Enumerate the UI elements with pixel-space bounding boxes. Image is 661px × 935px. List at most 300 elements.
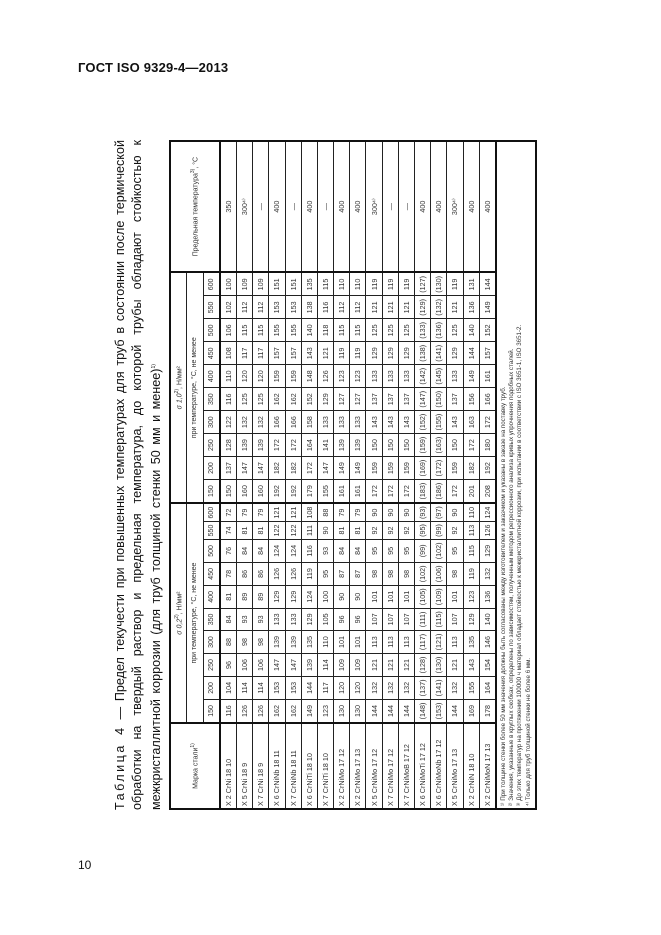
sigma02-value: (111) <box>415 608 431 630</box>
sigma02-value: 90 <box>317 522 333 540</box>
sigma10-value: 180 <box>479 434 496 457</box>
sigma10-header <box>170 272 187 503</box>
sigma10-value: 149 <box>479 296 496 319</box>
sigma02-value: 84 <box>220 608 237 630</box>
sigma02-value: 132 <box>366 676 382 699</box>
temperature-header-cell: 400 <box>203 585 220 608</box>
sigma10-value: 147 <box>253 457 269 480</box>
sigma02-value: 126 <box>253 699 269 723</box>
table-row <box>285 141 301 809</box>
sigma02-value: 116 <box>301 539 317 562</box>
sigma10-value: 182 <box>463 457 479 480</box>
yield-strength-table <box>169 140 537 810</box>
sigma10-value: 147 <box>317 457 333 480</box>
sigma10-value: 143 <box>366 411 382 434</box>
sigma02-value: 129 <box>269 585 285 608</box>
sigma10-value: 157 <box>269 342 285 365</box>
temperature-header-cell: 300 <box>203 411 220 434</box>
sigma10-value: 149 <box>334 457 350 480</box>
sigma02-value: 113 <box>398 631 414 654</box>
sigma10-value: 172 <box>398 480 414 504</box>
sigma02-value: 121 <box>382 653 398 676</box>
sigma02-value: 120 <box>350 676 366 699</box>
sigma02-value: 139 <box>301 653 317 676</box>
sigma10-value: 123 <box>334 365 350 388</box>
sigma02-value: 144 <box>382 699 398 723</box>
sigma02-value: 98 <box>447 562 463 585</box>
sigma02-value: 119 <box>463 562 479 585</box>
sigma10-value: 155 <box>317 480 333 504</box>
sigma02-value: 84 <box>253 539 269 562</box>
sigma02-value: (99) <box>415 539 431 562</box>
limit-temperature-value: 400 <box>415 141 431 272</box>
sigma02-value: 98 <box>236 631 252 654</box>
temperature-header-cell: 400 <box>203 365 220 388</box>
sigma02-value: (148) <box>415 699 431 723</box>
sigma10-value: 139 <box>350 434 366 457</box>
sigma02-value: 144 <box>301 676 317 699</box>
sigma02-value: 79 <box>253 503 269 521</box>
sigma02-value: 98 <box>253 631 269 654</box>
sigma02-value: 92 <box>447 522 463 540</box>
sigma02-value: 132 <box>447 676 463 699</box>
sigma02-value: 95 <box>447 539 463 562</box>
sigma02-value: 81 <box>220 585 237 608</box>
sigma02-value: 123 <box>317 699 333 723</box>
caption-text: — Предел текучести при повышенных температурах для труб в состоянии после термической обработки на твердый раствор и предельная температура, до которой трубы обладают стойкостью к межкристаллитной коррозии (для труб толщиной стенки 50 мм и менее) <box>113 140 164 810</box>
sigma10-value: 150 <box>382 434 398 457</box>
grade-header <box>170 723 220 809</box>
sigma10-value: 132 <box>253 411 269 434</box>
limit-temperature-value: 400 <box>479 141 496 272</box>
limit-temperature-value: 400 <box>463 141 479 272</box>
sigma02-value: 92 <box>382 522 398 540</box>
sigma10-value: 120 <box>236 365 252 388</box>
sigma02-unit: , Н/мм² <box>176 591 184 615</box>
sigma02-value: 92 <box>366 522 382 540</box>
sigma02-value: (109) <box>431 585 447 608</box>
sigma10-value: 129 <box>382 342 398 365</box>
sigma10-value: 150 <box>220 480 237 504</box>
table-row <box>301 141 317 809</box>
sigma10-value: 137 <box>447 388 463 411</box>
sigma02-value: (99) <box>431 522 447 540</box>
sigma02-value: 84 <box>236 539 252 562</box>
sigma02-value: 90 <box>350 585 366 608</box>
limit-temp-unit: , °С <box>192 156 200 169</box>
sigma10-value: 125 <box>447 319 463 342</box>
sigma02-value: 105 <box>317 608 333 630</box>
limit-temperature-value: 400 <box>350 141 366 272</box>
table-row <box>220 141 237 809</box>
sigma02-value: 126 <box>236 699 252 723</box>
sigma10-value: 115 <box>236 319 252 342</box>
sigma02-value: 124 <box>285 539 301 562</box>
sigma10-value: 133 <box>317 411 333 434</box>
sigma02-value: 132 <box>479 562 496 585</box>
sigma10-value: 179 <box>301 480 317 504</box>
sigma02-value: 101 <box>398 585 414 608</box>
sigma02-value: 107 <box>447 608 463 630</box>
temperature-header-cell: 600 <box>203 272 220 296</box>
sigma10-value: 115 <box>350 319 366 342</box>
sigma02-value: 140 <box>479 608 496 630</box>
table-row <box>269 141 285 809</box>
sigma02-value: 122 <box>285 522 301 540</box>
sigma10-value: 127 <box>350 388 366 411</box>
sigma02-value: 149 <box>301 699 317 723</box>
sigma02-value: 129 <box>479 539 496 562</box>
limit-temp-header <box>170 141 220 272</box>
sigma10-value: 201 <box>463 480 479 504</box>
footnote: ³⁾ До этих температур на протяжении 100000 ч материал обладает стойкостью к межкристаллитной коррозии, при испытании в соответствии с ISO 3651-1, ISO 3651-2. <box>516 324 524 806</box>
sigma02-value: 95 <box>317 562 333 585</box>
sigma02-value: 101 <box>334 631 350 654</box>
sigma10-value: 161 <box>350 480 366 504</box>
limit-temperature-value: — <box>317 141 333 272</box>
sigma02-value: 178 <box>479 699 496 723</box>
footnote: ²⁾ Значения, указанные в круглых скобках, определены по зависимостям, полученным методом регрессионного анализа кривых упрочнения подобных сталей. <box>508 348 516 806</box>
sigma02-value: 101 <box>447 585 463 608</box>
sigma02-value: 153 <box>285 676 301 699</box>
sigma10-value: 162 <box>269 388 285 411</box>
sigma10-value: 108 <box>220 342 237 365</box>
sigma02-subheader: при температуре, °С, не менее <box>187 503 203 723</box>
sigma02-value: 101 <box>382 585 398 608</box>
sigma02-value: 79 <box>334 503 350 521</box>
sigma02-value: 139 <box>269 631 285 654</box>
temperature-header-cell: 200 <box>203 457 220 480</box>
sigma10-value: 156 <box>463 388 479 411</box>
sigma02-value: 117 <box>317 676 333 699</box>
sigma10-subheader: при температуре, °С, не менее <box>187 272 203 503</box>
sigma02-value: 79 <box>236 503 252 521</box>
sigma10-value: 119 <box>382 272 398 296</box>
sigma02-value: (93) <box>415 503 431 521</box>
sigma02-value: 162 <box>285 699 301 723</box>
sigma02-value: 107 <box>366 608 382 630</box>
sigma10-value: 121 <box>366 296 382 319</box>
sigma02-value: (115) <box>431 608 447 630</box>
grade-header-sup: 1) <box>190 743 197 748</box>
sigma02-value: 95 <box>382 539 398 562</box>
sigma02-value: 126 <box>479 522 496 540</box>
sigma10-value: 159 <box>366 457 382 480</box>
sigma02-value: (97) <box>431 503 447 521</box>
sigma10-value: 172 <box>285 434 301 457</box>
temperature-header-cell: 350 <box>203 608 220 630</box>
sigma02-value: 120 <box>334 676 350 699</box>
limit-temperature-value: 400 <box>301 141 317 272</box>
sigma10-value: 128 <box>220 434 237 457</box>
sigma02-value: (102) <box>431 539 447 562</box>
sigma10-value: 122 <box>220 411 237 434</box>
sigma10-value: 150 <box>447 434 463 457</box>
steel-grade: X 5 CrNi 18 9 <box>236 723 252 809</box>
sigma10-value: 164 <box>301 434 317 457</box>
limit-temperature-value: — <box>285 141 301 272</box>
sigma02-value: (95) <box>415 522 431 540</box>
sigma02-value: 113 <box>463 522 479 540</box>
sigma10-value: 133 <box>398 365 414 388</box>
sigma10-value: 166 <box>285 411 301 434</box>
sigma10-value: 182 <box>269 457 285 480</box>
sigma10-value: 153 <box>285 296 301 319</box>
sigma10-value: (142) <box>415 365 431 388</box>
limit-temperature-value: 400 <box>431 141 447 272</box>
sigma02-value: 154 <box>479 653 496 676</box>
sigma02-value: 143 <box>463 653 479 676</box>
sigma10-value: (133) <box>415 319 431 342</box>
sigma02-value: 110 <box>463 503 479 521</box>
sigma02-value: 136 <box>479 585 496 608</box>
sigma02-value: 113 <box>382 631 398 654</box>
sigma10-value: (129) <box>415 296 431 319</box>
limit-temperature-value: 300⁴⁾ <box>366 141 382 272</box>
sigma10-value: 208 <box>479 480 496 504</box>
sigma02-value: 98 <box>382 562 398 585</box>
sigma02-value: 87 <box>334 562 350 585</box>
sigma10-value: 139 <box>236 434 252 457</box>
sigma02-value: 114 <box>236 676 252 699</box>
sigma02-value: 78 <box>220 562 237 585</box>
table-row <box>463 141 479 809</box>
sigma10-value: 116 <box>317 296 333 319</box>
sigma10-value: 159 <box>269 365 285 388</box>
sigma10-value: 151 <box>269 272 285 296</box>
sigma10-value: 102 <box>220 296 237 319</box>
sigma10-value: 112 <box>253 296 269 319</box>
sigma10-value: 162 <box>285 388 301 411</box>
sigma02-value: 96 <box>220 653 237 676</box>
sigma02-value: 144 <box>398 699 414 723</box>
sigma10-value: 150 <box>398 434 414 457</box>
sigma10-value: 133 <box>447 365 463 388</box>
sigma10-value: 126 <box>317 365 333 388</box>
sigma10-value: 110 <box>334 272 350 296</box>
sigma02-value: 88 <box>220 631 237 654</box>
limit-temperature-value: — <box>398 141 414 272</box>
sigma02-value: 113 <box>447 631 463 654</box>
sigma10-value: 149 <box>350 457 366 480</box>
rotated-table-block <box>112 130 572 810</box>
sigma10-value: 106 <box>220 319 237 342</box>
table-row <box>447 141 463 809</box>
sigma02-value: 109 <box>334 653 350 676</box>
footnote: ⁴⁾ Только для труб толщиной стенки не более 6 мм. <box>524 657 532 806</box>
sigma10-value: 158 <box>301 411 317 434</box>
sigma02-value: 144 <box>366 699 382 723</box>
sigma10-value: 143 <box>382 411 398 434</box>
sigma10-value: 192 <box>269 480 285 504</box>
sigma02-value: 81 <box>253 522 269 540</box>
sigma02-value: (137) <box>415 676 431 699</box>
sigma02-value: (153) <box>431 699 447 723</box>
sigma02-value: 146 <box>479 631 496 654</box>
sigma10-value: 129 <box>317 388 333 411</box>
sigma10-value: 127 <box>334 388 350 411</box>
sigma02-value: 81 <box>350 522 366 540</box>
footnotes <box>497 142 535 808</box>
sigma10-value: 160 <box>253 480 269 504</box>
sigma10-value: 192 <box>479 457 496 480</box>
table-row <box>236 141 252 809</box>
sigma10-value: (159) <box>415 434 431 457</box>
sigma10-value: 112 <box>236 296 252 319</box>
sigma02-value: 89 <box>236 585 252 608</box>
sigma02-value: 90 <box>366 503 382 521</box>
temperature-header-cell: 200 <box>203 676 220 699</box>
sigma10-value: 137 <box>366 388 382 411</box>
sigma10-value: 119 <box>334 342 350 365</box>
sigma10-value: (186) <box>431 480 447 504</box>
steel-grade: X 5 CrNiMo 17 13 <box>447 723 463 809</box>
sigma10-value: 121 <box>317 342 333 365</box>
sigma10-value: 157 <box>285 342 301 365</box>
sigma02-value: (105) <box>415 585 431 608</box>
sigma02-value: 121 <box>447 653 463 676</box>
sigma10-value: 115 <box>317 272 333 296</box>
sigma10-value: 132 <box>236 411 252 434</box>
sigma02-value: 101 <box>350 631 366 654</box>
sigma10-value: 172 <box>269 434 285 457</box>
temperature-header-cell: 250 <box>203 434 220 457</box>
sigma10-value: 143 <box>447 411 463 434</box>
sigma10-value: 131 <box>463 272 479 296</box>
sigma10-value: 148 <box>301 365 317 388</box>
limit-temperature-value: 300⁴⁾ <box>236 141 252 272</box>
steel-grade: X 7 CrNiMoB 17 12 <box>398 723 414 809</box>
sigma10-value: (172) <box>431 457 447 480</box>
sigma02-value: 93 <box>317 539 333 562</box>
table-caption <box>112 140 165 810</box>
sigma02-value: 126 <box>285 562 301 585</box>
sigma10-value: 153 <box>269 296 285 319</box>
sigma02-value: 133 <box>285 608 301 630</box>
sigma10-value: 125 <box>398 319 414 342</box>
sigma02-value: 133 <box>269 608 285 630</box>
sigma10-value: 137 <box>220 457 237 480</box>
sigma02-value: (117) <box>415 631 431 654</box>
sigma10-value: 135 <box>301 272 317 296</box>
sigma10-value: 152 <box>301 388 317 411</box>
sigma10-value: 121 <box>398 296 414 319</box>
sigma10-value: 172 <box>366 480 382 504</box>
sigma10-value: 117 <box>253 342 269 365</box>
sigma10-value: 149 <box>463 365 479 388</box>
sigma02-value: 87 <box>350 562 366 585</box>
sigma02-value: 155 <box>463 676 479 699</box>
table-row <box>398 141 414 809</box>
sigma10-value: 182 <box>285 457 301 480</box>
sigma02-value: 115 <box>463 539 479 562</box>
sigma02-value: 107 <box>382 608 398 630</box>
steel-grade: X 5 CrNiMo 17 12 <box>366 723 382 809</box>
sigma10-value: 155 <box>269 319 285 342</box>
sigma02-value: 81 <box>334 522 350 540</box>
sigma02-value: 98 <box>398 562 414 585</box>
sigma10-value: (169) <box>415 457 431 480</box>
sigma10-value: 150 <box>366 434 382 457</box>
sigma10-value: 115 <box>253 319 269 342</box>
sigma10-value: 137 <box>398 388 414 411</box>
sigma10-value: 166 <box>479 388 496 411</box>
sigma10-value: 140 <box>301 319 317 342</box>
sigma10-value: 121 <box>382 296 398 319</box>
sigma02-value: 147 <box>285 653 301 676</box>
sigma10-value: 133 <box>334 411 350 434</box>
sigma10-value: 121 <box>447 296 463 319</box>
sigma02-value: 104 <box>220 676 237 699</box>
page-number: 10 <box>78 858 92 872</box>
caption-footnote-ref: 1) <box>151 364 157 369</box>
temperature-header-cell: 150 <box>203 699 220 723</box>
sigma02-value: (128) <box>415 653 431 676</box>
sigma10-value: 147 <box>236 457 252 480</box>
sigma02-value: 130 <box>350 699 366 723</box>
sigma02-value: (121) <box>431 631 447 654</box>
temperature-header-cell: 550 <box>203 296 220 319</box>
sigma02-value: 84 <box>334 539 350 562</box>
sigma10-value: (163) <box>431 434 447 457</box>
limit-temperature-value: 300⁴⁾ <box>447 141 463 272</box>
sigma10-value: (152) <box>415 411 431 434</box>
sigma02-value: 100 <box>317 585 333 608</box>
sigma10-value: (145) <box>431 365 447 388</box>
sigma10-value: 161 <box>479 365 496 388</box>
sigma10-value: (127) <box>415 272 431 296</box>
sigma02-header <box>170 503 187 723</box>
sigma10-value: 125 <box>382 319 398 342</box>
temperature-header-cell: 500 <box>203 319 220 342</box>
sigma10-value: 172 <box>447 480 463 504</box>
sigma02-value: 132 <box>382 676 398 699</box>
sigma02-value: 135 <box>463 631 479 654</box>
sigma10-value: 172 <box>479 411 496 434</box>
table-row <box>382 141 398 809</box>
sigma10-value: 159 <box>382 457 398 480</box>
sigma02-value: 106 <box>253 653 269 676</box>
sigma02-value: 86 <box>253 562 269 585</box>
sigma02-value: 86 <box>236 562 252 585</box>
sigma10-value: 120 <box>253 365 269 388</box>
sigma10-value: 166 <box>269 411 285 434</box>
temperature-header-cell: 350 <box>203 388 220 411</box>
steel-grade: X 7 CrNiMo 17 12 <box>382 723 398 809</box>
sigma10-value: 133 <box>350 411 366 434</box>
sigma10-value: 141 <box>317 434 333 457</box>
sigma02-value: 98 <box>366 562 382 585</box>
table-row <box>317 141 333 809</box>
sigma02-value: 121 <box>366 653 382 676</box>
limit-temperature-value: 400 <box>269 141 285 272</box>
sigma02-value: 108 <box>301 503 317 521</box>
limit-temperature-value: 400 <box>334 141 350 272</box>
sigma02-value: 84 <box>350 539 366 562</box>
sigma10-value: 118 <box>317 319 333 342</box>
table-row <box>350 141 366 809</box>
steel-grade: X 6 CrNiMoNb 17 12 <box>431 723 447 809</box>
sigma10-value: 144 <box>479 272 496 296</box>
sigma10-value: 163 <box>463 411 479 434</box>
table-label: Таблица 4 <box>113 725 127 810</box>
sigma02-value: 101 <box>366 585 382 608</box>
sigma10-value: 157 <box>479 342 496 365</box>
sigma02-value: 139 <box>285 631 301 654</box>
sigma02-value: 113 <box>366 631 382 654</box>
steel-grade: X 6 CrNiTi 18 10 <box>301 723 317 809</box>
sigma02-value: 153 <box>269 676 285 699</box>
